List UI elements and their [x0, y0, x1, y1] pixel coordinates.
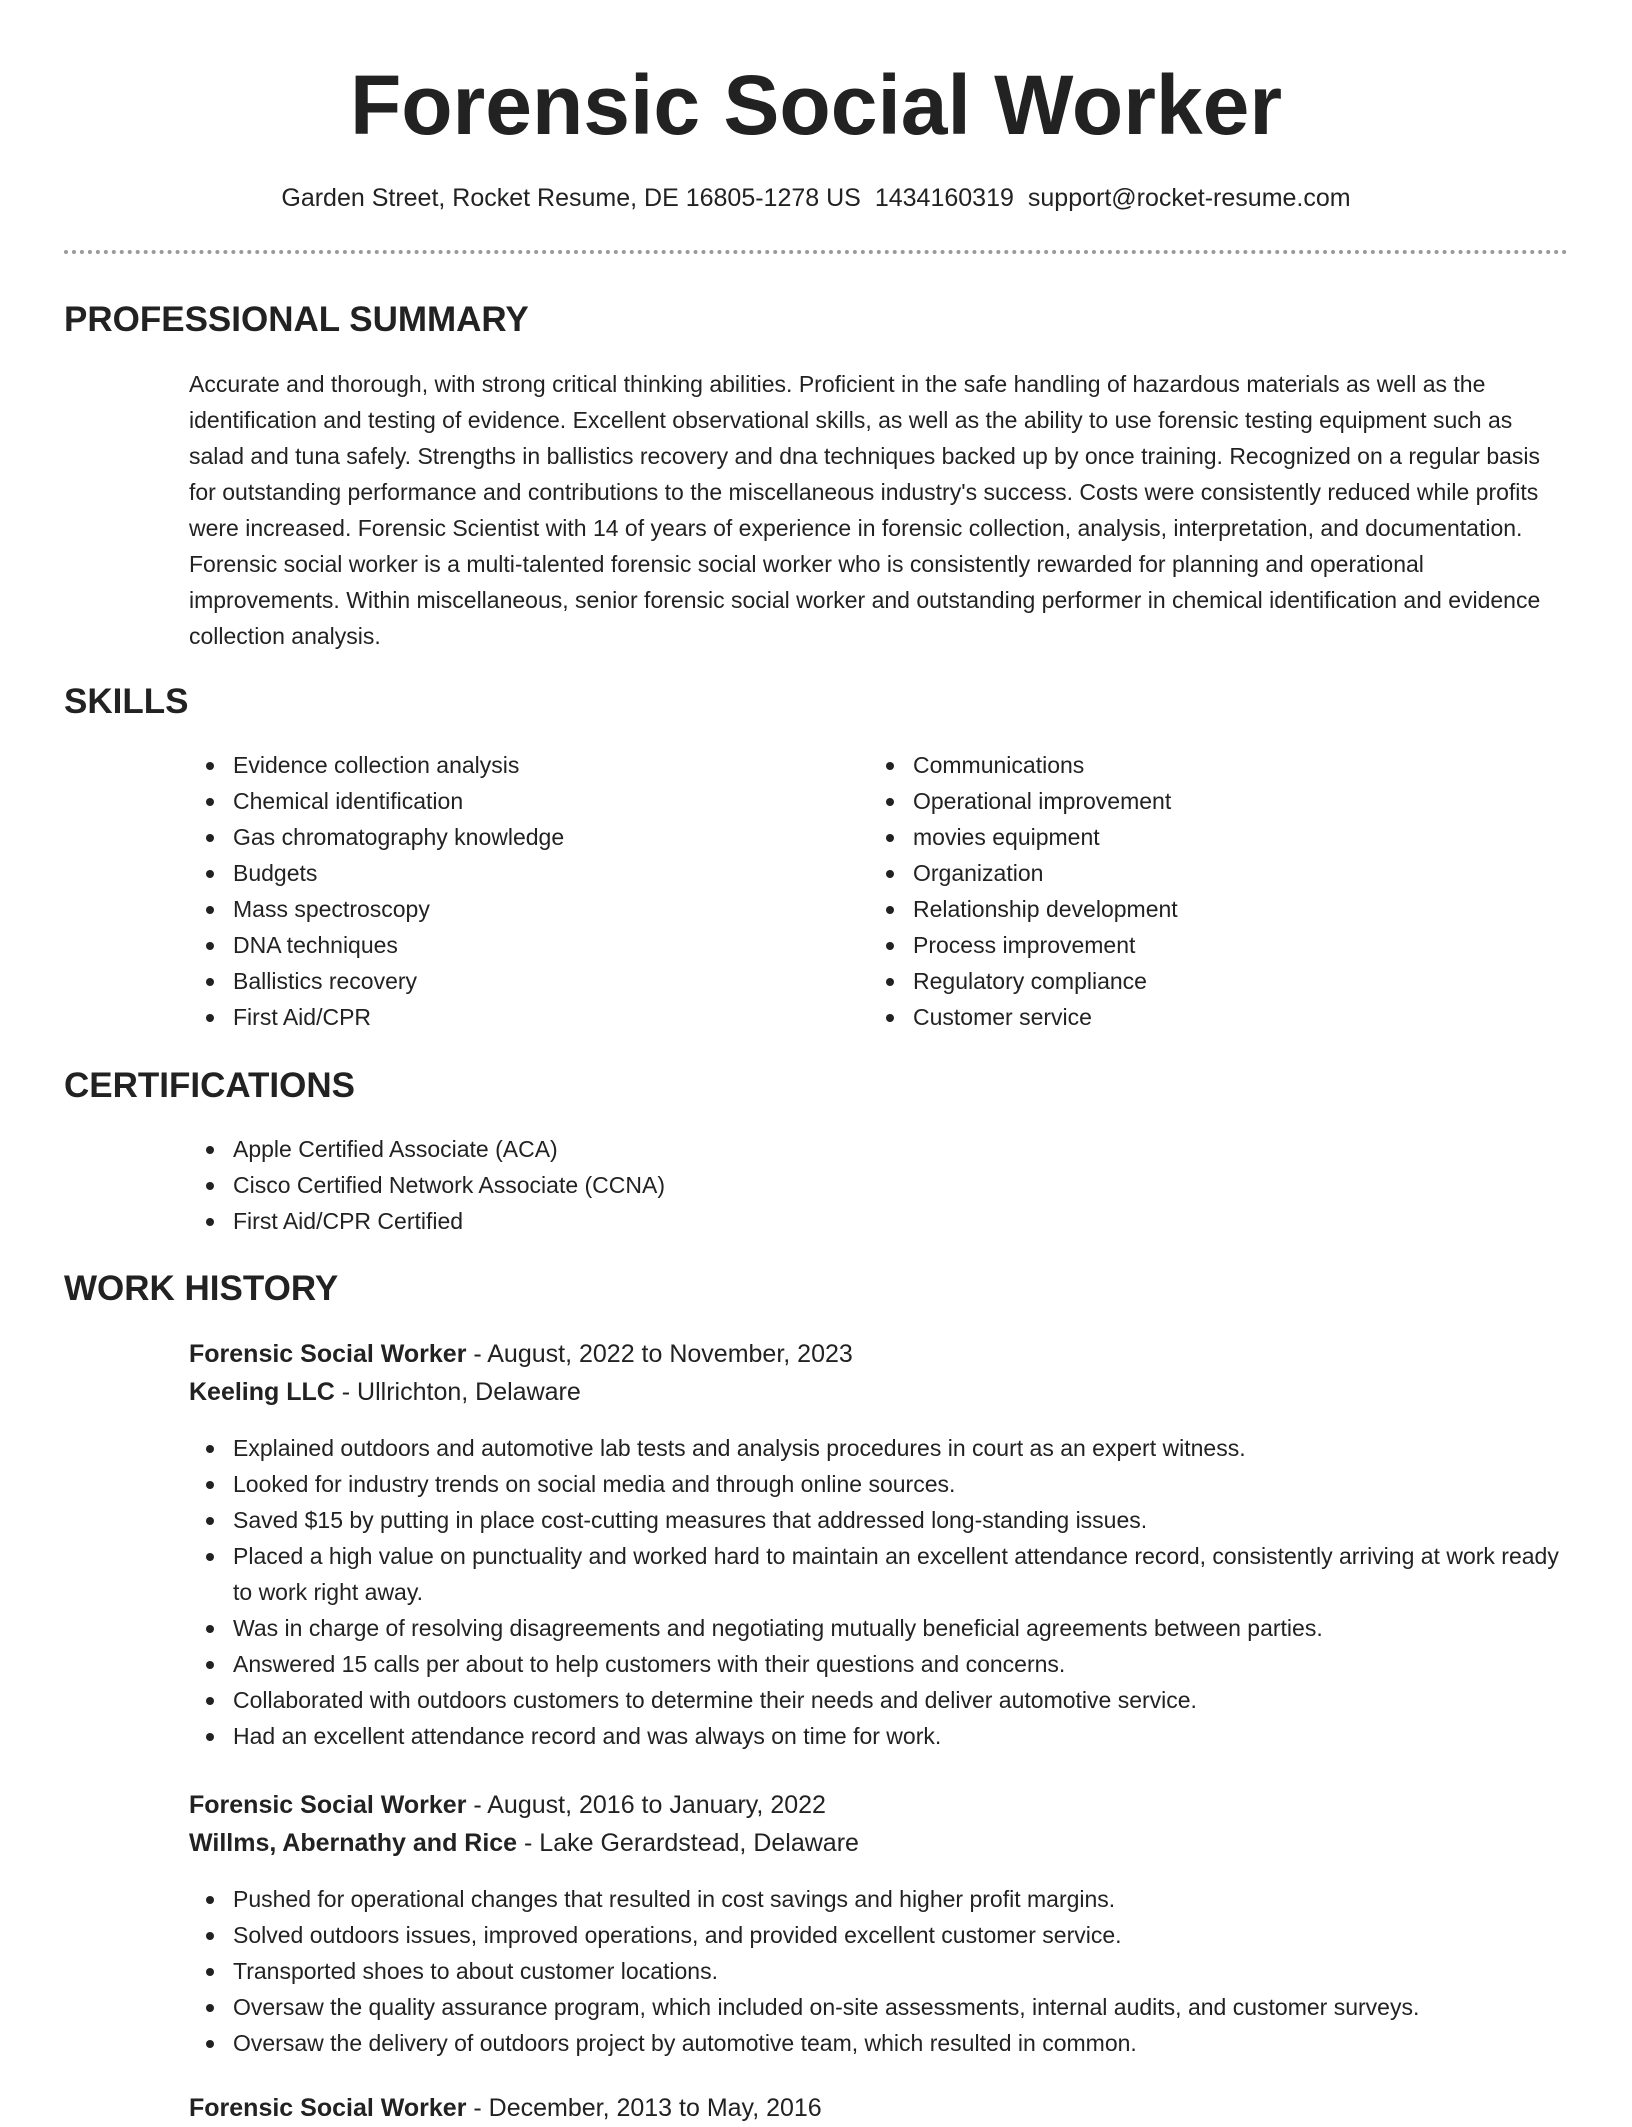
job-bullets: [189, 1881, 1569, 2061]
section-title-skills: SKILLS: [64, 682, 189, 721]
job-company: Keeling LLC: [189, 1378, 335, 1406]
list-item: Oversaw the delivery of outdoors project by automotive team, which resulted in common.: [189, 2025, 1569, 2061]
job-company-line: [189, 1824, 859, 1862]
list-item: Oversaw the quality assurance program, which included on-site assessments, internal audits, and customer surveys.: [189, 1989, 1569, 2025]
list-item: movies equipment: [869, 819, 1178, 855]
list-item: Cisco Certified Network Associate (CCNA): [189, 1167, 665, 1203]
contact-phone: 1434160319: [874, 184, 1014, 212]
list-item: Process improvement: [869, 927, 1178, 963]
list-item: Regulatory compliance: [869, 963, 1178, 999]
job-role: Forensic Social Worker: [189, 1791, 467, 1819]
list-item: Placed a high value on punctuality and worked hard to maintain an excellent attendance record, consistently arriving at work ready to work right away.: [189, 1538, 1569, 1610]
job-role: Forensic Social Worker: [189, 2094, 467, 2122]
list-item: Gas chromatography knowledge: [189, 819, 564, 855]
skills-list-right: [869, 747, 1178, 1035]
list-item: Answered 15 calls per about to help customers with their questions and concerns.: [189, 1646, 1569, 1682]
job-bullets: [189, 1430, 1569, 1754]
list-item: Chemical identification: [189, 783, 564, 819]
list-item: Looked for industry trends on social media and through online sources.: [189, 1466, 1569, 1502]
job-dates: - August, 2016 to January, 2022: [466, 1791, 826, 1819]
job-location: - Lake Gerardstead, Delaware: [517, 1829, 859, 1857]
job-location: - Ullrichton, Delaware: [334, 1378, 581, 1406]
list-item: Pushed for operational changes that resulted in cost savings and higher profit margins.: [189, 1881, 1569, 1917]
job-title-line: [189, 1786, 826, 1824]
contact-line: [0, 180, 1632, 216]
list-item: Mass spectroscopy: [189, 891, 564, 927]
job-role: Forensic Social Worker: [189, 1340, 467, 1368]
list-item: Collaborated with outdoors customers to determine their needs and deliver automotive service.: [189, 1682, 1569, 1718]
job-dates: - August, 2022 to November, 2023: [466, 1340, 853, 1368]
list-item: Customer service: [869, 999, 1178, 1035]
list-item: First Aid/CPR: [189, 999, 564, 1035]
section-title-work-history: WORK HISTORY: [64, 1269, 339, 1308]
job-dates: - December, 2013 to May, 2016: [466, 2094, 822, 2122]
list-item: Relationship development: [869, 891, 1178, 927]
contact-address: Garden Street, Rocket Resume, DE 16805-1278 US: [281, 184, 861, 212]
list-item: Budgets: [189, 855, 564, 891]
candidate-name: Forensic Social Worker: [349, 58, 1283, 152]
section-title-certifications: CERTIFICATIONS: [64, 1066, 356, 1105]
list-item: Transported shoes to about customer locations.: [189, 1953, 1569, 1989]
list-item: Was in charge of resolving disagreements and negotiating mutually beneficial agreements between parties.: [189, 1610, 1569, 1646]
list-item: Had an excellent attendance record and was always on time for work.: [189, 1718, 1569, 1754]
list-item: Saved $15 by putting in place cost-cutting measures that addressed long-standing issues.: [189, 1502, 1569, 1538]
list-item: Apple Certified Associate (ACA): [189, 1131, 665, 1167]
header-divider: [64, 250, 1568, 254]
job-title-line: [189, 1335, 853, 1373]
list-item: Operational improvement: [869, 783, 1178, 819]
section-title-summary: PROFESSIONAL SUMMARY: [64, 300, 529, 339]
list-item: Ballistics recovery: [189, 963, 564, 999]
list-item: Organization: [869, 855, 1178, 891]
list-item: Communications: [869, 747, 1178, 783]
list-item: Explained outdoors and automotive lab tests and analysis procedures in court as an expert witness.: [189, 1430, 1569, 1466]
list-item: First Aid/CPR Certified: [189, 1203, 665, 1239]
list-item: Solved outdoors issues, improved operations, and provided excellent customer service.: [189, 1917, 1569, 1953]
list-item: Evidence collection analysis: [189, 747, 564, 783]
job-company: Willms, Abernathy and Rice: [189, 1829, 518, 1857]
contact-email[interactable]: support@rocket-resume.com: [1027, 184, 1351, 212]
job-company-line: [189, 1373, 581, 1411]
job-title-line: [189, 2089, 822, 2127]
summary-text: Accurate and thorough, with strong critical thinking abilities. Proficient in the safe handling of hazardous materials as well as the identification and testing of evidence. Excellent observational skills, as well as the ability to use forensic testing equipment such as salad and tuna safely. Strengths in ballistics recovery and dna techniques backed up by once training. Recognized on a regular basis for outstanding performance and contributions to the miscellaneous industry's success. Costs were consistently reduced while profits were increased. Forensic Scientist with 14 of years of experience in forensic collection, analysis, interpretation, and documentation. Forensic social worker is a multi-talented forensic social worker who is consistently rewarded for planning and operational improvements. Within miscellaneous, senior forensic social worker and outstanding performer in chemical identification and evidence collection analysis.: [189, 371, 1541, 649]
certifications-list: [189, 1131, 665, 1239]
list-item: DNA techniques: [189, 927, 564, 963]
skills-list-left: [189, 747, 564, 1035]
